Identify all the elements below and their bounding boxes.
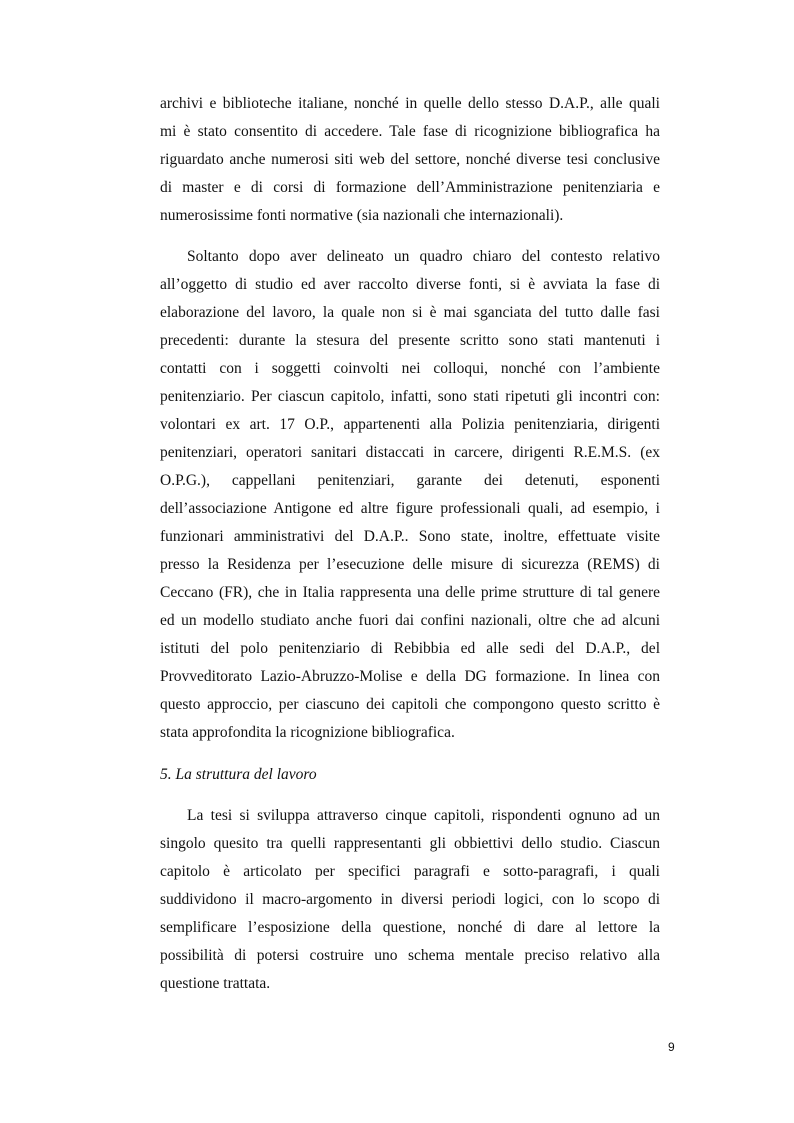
text-line: suddividono il macro-argomento in diversi periodi logici, con lo scopo di <box>160 891 660 908</box>
text-line: singolo quesito tra quelli rappresentanti gli obbiettivi dello studio. Ciascun <box>160 835 660 852</box>
page-number: 9 <box>668 1040 675 1054</box>
text-line: volontari ex art. 17 O.P., appartenenti alla Polizia penitenziaria, dirigenti <box>160 416 660 433</box>
text-line: elaborazione del lavoro, la quale non si è mai sganciata del tutto dalle fasi <box>160 304 660 321</box>
text-line: di master e di corsi di formazione dell’Amministrazione penitenziaria e <box>160 179 660 196</box>
text-line: archivi e biblioteche italiane, nonché in quelle dello stesso D.A.P., alle quali <box>160 95 660 112</box>
text-line: La tesi si sviluppa attraverso cinque capitoli, rispondenti ognuno ad un <box>187 807 660 824</box>
text-line: penitenziari, operatori sanitari distaccati in carcere, dirigenti R.E.M.S. (ex <box>160 444 660 461</box>
text-line: questo approccio, per ciascuno dei capitoli che compongono questo scritto è <box>160 696 660 713</box>
text-line: istituti del polo penitenziario di Rebibbia ed alle sedi del D.A.P., del <box>160 640 660 657</box>
text-line: contatti con i soggetti coinvolti nei colloqui, nonché con l’ambiente <box>160 360 660 377</box>
text-line: stata approfondita la ricognizione bibliografica. <box>160 724 455 741</box>
text-line: all’oggetto di studio ed aver raccolto diverse fonti, si è avviata la fase di <box>160 276 660 293</box>
text-line: capitolo è articolato per specifici paragrafi e sotto-paragrafi, i quali <box>160 863 660 880</box>
text-line: numerosissime fonti normative (sia nazionali che internazionali). <box>160 207 564 224</box>
text-line: precedenti: durante la stesura del presente scritto sono stati mantenuti i <box>160 332 660 349</box>
text-line: possibilità di potersi costruire uno schema mentale preciso relativo alla <box>160 947 660 964</box>
text-line: presso la Residenza per l’esecuzione delle misure di sicurezza (REMS) di <box>160 556 660 573</box>
text-line: O.P.G.), cappellani penitenziari, garante dei detenuti, esponenti <box>160 472 660 489</box>
text-line: riguardato anche numerosi siti web del settore, nonché diverse tesi conclusive <box>160 151 660 168</box>
text-line: semplificare l’esposizione della questione, nonché di dare al lettore la <box>160 919 660 936</box>
text-line: penitenziario. Per ciascun capitolo, infatti, sono stati ripetuti gli incontri con: <box>160 388 660 405</box>
text-line: Soltanto dopo aver delineato un quadro chiaro del contesto relativo <box>187 248 660 265</box>
text-line: Provveditorato Lazio-Abruzzo-Molise e della DG formazione. In linea con <box>160 668 660 685</box>
text-line: ed un modello studiato anche fuori dai confini nazionali, oltre che ad alcuni <box>160 612 660 629</box>
text-line: questione trattata. <box>160 975 271 992</box>
text-line: mi è stato consentito di accedere. Tale fase di ricognizione bibliografica ha <box>160 123 660 140</box>
text-line: funzionari amministrativi del D.A.P.. Sono state, inoltre, effettuate visite <box>160 528 660 545</box>
text-line: dell’associazione Antigone ed altre figure professionali quali, ad esempio, i <box>160 500 660 517</box>
section-heading: 5. La struttura del lavoro <box>160 766 317 783</box>
text-line: Ceccano (FR), che in Italia rappresenta una delle prime strutture di tal genere <box>160 584 660 601</box>
